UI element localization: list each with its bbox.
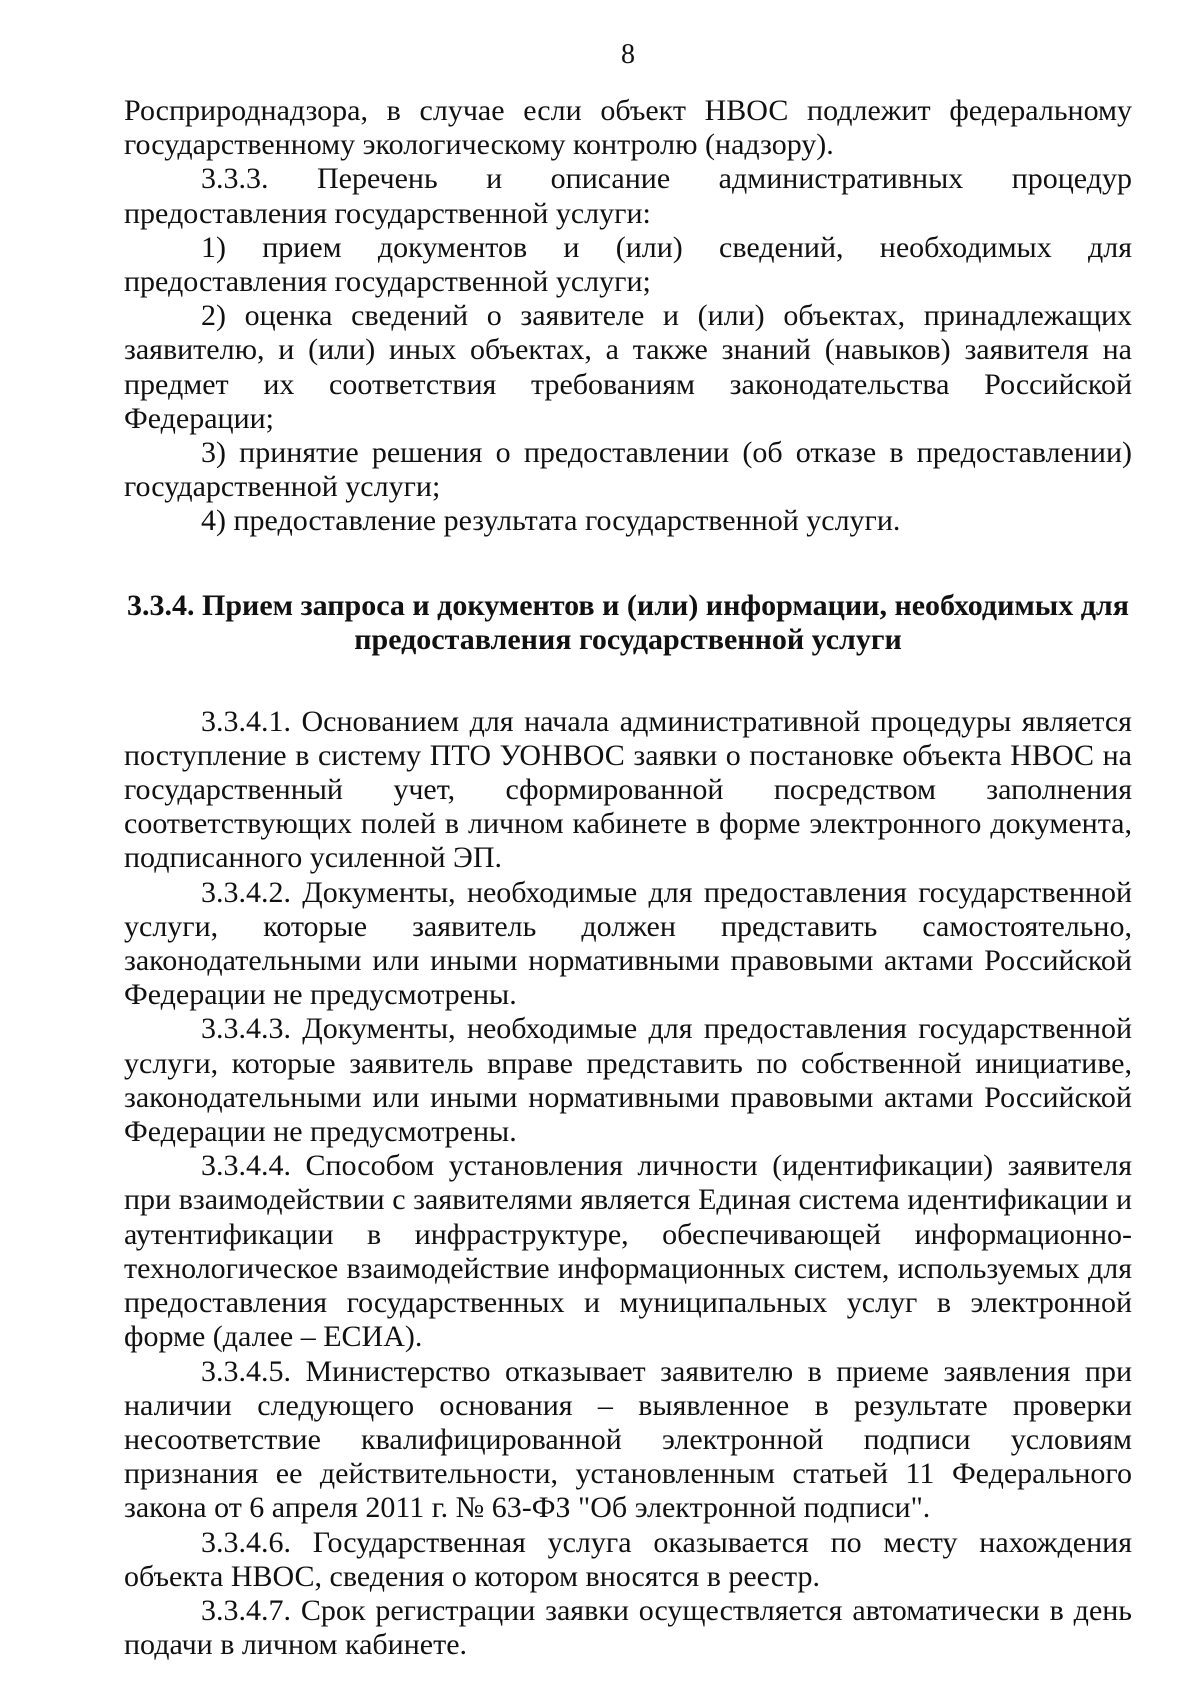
- paragraph-3-3-4-2: 3.3.4.2. Документы, необходимые для предоставления государственной услуги, которые заявитель должен представить самостоятельно, законодательными или иными нормативными правовыми актами Российской Федерации не предусмотрены.: [124, 875, 1132, 1012]
- paragraph-3-3-3: 3.3.3. Перечень и описание административных процедур предоставления государственной услуги:: [124, 162, 1132, 230]
- paragraph-3-3-4-6: 3.3.4.6. Государственная услуга оказывается по месту нахождения объекта НВОС, сведения о котором вносятся в реестр.: [124, 1525, 1132, 1593]
- paragraph-3-3-4-1: 3.3.4.1. Основанием для начала административной процедуры является поступление в систему ПТО УОНВОС заявки о постановке объекта НВОС на государственный учет, сформированной посредством заполнения соответствующих полей в личном кабинете в форме электронного документа, подписанного усиленной ЭП.: [124, 704, 1132, 875]
- paragraph-3-3-4-3: 3.3.4.3. Документы, необходимые для предоставления государственной услуги, которые заявитель вправе представить по собственной инициативе, законодательными или иными нормативными правовыми актами Российской Федерации не предусмотрены.: [124, 1012, 1132, 1149]
- section-heading-3-3-4: 3.3.4. Прием запроса и документов и (или) информации, необходимых для предоставления государственной услуги: [127, 588, 1129, 656]
- paragraph-3-3-4-5: 3.3.4.5. Министерство отказывает заявителю в приеме заявления при наличии следующего основания – выявленное в результате проверки несоответствие квалифицированной электронной подписи условиям признания ее действительности, установленным статьей 11 Федерального закона от 6 апреля 2011 г. № 63-ФЗ "Об электронной подписи".: [124, 1354, 1132, 1525]
- list-item-1: 1) прием документов и (или) сведений, необходимых для предоставления государственной услуги;: [124, 230, 1132, 299]
- paragraph-3-3-4-4: 3.3.4.4. Способом установления личности (идентификации) заявителя при взаимодействии с заявителями является Единая система идентификации и аутентификации в инфраструктуре, обеспечивающей информационно-технологическое взаимодействие информационных систем, используемых для предоставления государственных и муниципальных услуг в электронной форме (далее – ЕСИА).: [124, 1149, 1132, 1354]
- list-item-2: 2) оценка сведений о заявителе и (или) объектах, принадлежащих заявителю, и (или) иных объектах, а также знаний (навыков) заявителя на предмет их соответствия требованиям законодательства Российской Федерации;: [124, 299, 1132, 435]
- page-number: 8: [621, 39, 635, 70]
- paragraph-continuation: Росприроднадзора, в случае если объект НВОС подлежит федеральному государственному экологическому контролю (надзору).: [124, 94, 1132, 162]
- list-item-3: 3) принятие решения о предоставлении (об отказе в предоставлении) государственной услуги;: [124, 436, 1132, 504]
- document-page: [124, 38, 1132, 1662]
- list-item-4: 4) предоставление результата государственной услуги.: [201, 504, 901, 538]
- paragraph-3-3-4-7: 3.3.4.7. Срок регистрации заявки осуществляется автоматически в день подачи в личном кабинете.: [124, 1593, 1132, 1662]
